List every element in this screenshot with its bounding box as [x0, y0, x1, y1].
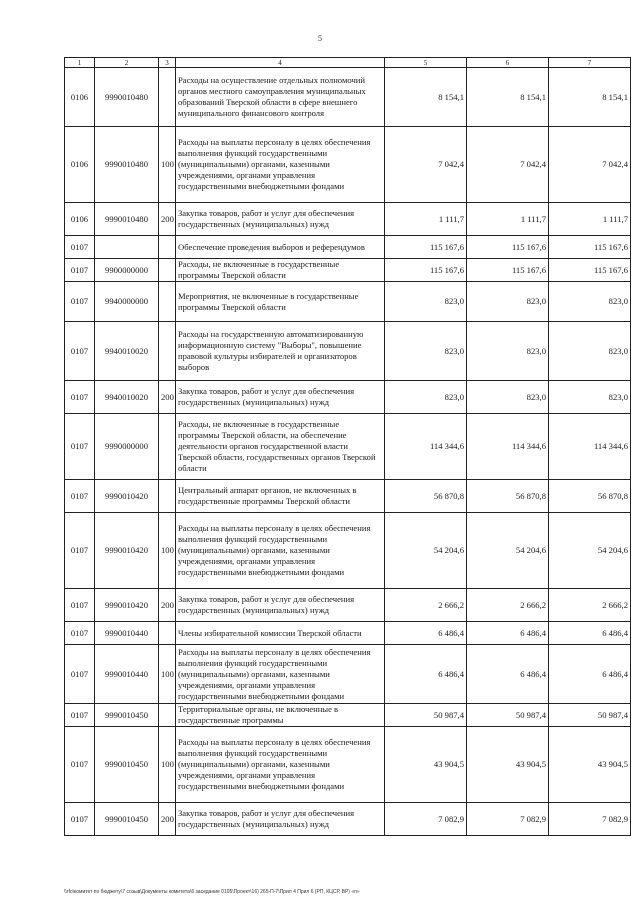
file-path-footer: \\rfo\комитет по бюджету\7 созыв\Документы комитета\6 заседание 0105\Проект\16) 265-П-7\Прил 4 Прил 6 (РП, КЦСР, ВР) «п» [64, 889, 360, 895]
item-name-cell: Расходы на выплаты персоналу в целях обеспечения выполнения функций государственными (муниципальными) органами, казенными учреждениями, органами управления государственными внебюджетными фондами [176, 645, 385, 704]
expense-kind-cell [159, 236, 176, 259]
amount-year-1-cell: 115 167,6 [385, 236, 467, 259]
table-row [65, 803, 631, 836]
amount-year-2-cell: 115 167,6 [467, 259, 549, 282]
target-article-cell: 9940010020 [95, 322, 159, 381]
amount-year-3-cell: 56 870,8 [549, 480, 631, 513]
amount-year-1-cell: 115 167,6 [385, 259, 467, 282]
section-code-cell: 0106 [65, 68, 95, 127]
amount-year-3-cell: 7 042,4 [549, 127, 631, 203]
amount-year-1-cell: 43 904,5 [385, 727, 467, 803]
table-row [65, 282, 631, 322]
expense-kind-cell [159, 322, 176, 381]
amount-year-3-cell: 823,0 [549, 381, 631, 414]
header-cell: 2 [95, 58, 159, 68]
amount-year-3-cell: 115 167,6 [549, 259, 631, 282]
target-article-cell: 9990010420 [95, 513, 159, 589]
table-row [65, 704, 631, 727]
amount-year-1-cell: 8 154,1 [385, 68, 467, 127]
table-row [65, 203, 631, 236]
item-name-cell: Члены избирательной комиссии Тверской области [176, 622, 385, 645]
amount-year-3-cell: 823,0 [549, 282, 631, 322]
expense-kind-cell: 200 [159, 589, 176, 622]
amount-year-1-cell: 56 870,8 [385, 480, 467, 513]
section-code-cell: 0107 [65, 282, 95, 322]
header-cell: 5 [385, 58, 467, 68]
amount-year-1-cell: 7 082,9 [385, 803, 467, 836]
amount-year-1-cell: 7 042,4 [385, 127, 467, 203]
item-name-cell: Расходы на выплаты персоналу в целях обеспечения выполнения функций государственными (муниципальными) органами, казенными учреждениями, органами управления государственными внебюджетными фондами [176, 727, 385, 803]
amount-year-2-cell: 6 486,4 [467, 645, 549, 704]
section-code-cell: 0107 [65, 645, 95, 704]
expense-kind-cell: 200 [159, 381, 176, 414]
table-row [65, 381, 631, 414]
target-article-cell: 9990010480 [95, 203, 159, 236]
target-article-cell [95, 236, 159, 259]
table-row [65, 622, 631, 645]
page-number: 5 [318, 34, 322, 43]
table-header-row [65, 58, 631, 68]
section-code-cell: 0107 [65, 803, 95, 836]
header-cell: 4 [176, 58, 385, 68]
target-article-cell: 9990010450 [95, 803, 159, 836]
expense-kind-cell [159, 282, 176, 322]
amount-year-1-cell: 823,0 [385, 381, 467, 414]
amount-year-2-cell: 823,0 [467, 322, 549, 381]
table-row [65, 259, 631, 282]
expense-kind-cell: 100 [159, 513, 176, 589]
item-name-cell: Расходы, не включенные в государственные программы Тверской области, на обеспечение деятельности органов государственной власти Тверской области, государственных органов Тверской области [176, 414, 385, 480]
amount-year-2-cell: 1 111,7 [467, 203, 549, 236]
section-code-cell: 0107 [65, 622, 95, 645]
amount-year-3-cell: 7 082,9 [549, 803, 631, 836]
expense-kind-cell: 100 [159, 645, 176, 704]
item-name-cell: Мероприятия, не включенные в государственные программы Тверской области [176, 282, 385, 322]
item-name-cell: Закупка товаров, работ и услуг для обеспечения государственных (муниципальных) нужд [176, 203, 385, 236]
amount-year-3-cell: 1 111,7 [549, 203, 631, 236]
target-article-cell: 9900000000 [95, 259, 159, 282]
amount-year-1-cell: 6 486,4 [385, 622, 467, 645]
section-code-cell: 0107 [65, 414, 95, 480]
table-row [65, 645, 631, 704]
item-name-cell: Закупка товаров, работ и услуг для обеспечения государственных (муниципальных) нужд [176, 381, 385, 414]
item-name-cell: Расходы на выплаты персоналу в целях обеспечения выполнения функций государственными (муниципальными) органами, казенными учреждениями, органами управления государственными внебюджетными фондами [176, 513, 385, 589]
amount-year-2-cell: 8 154,1 [467, 68, 549, 127]
section-code-cell: 0106 [65, 203, 95, 236]
budget-table [64, 57, 631, 836]
table-row [65, 727, 631, 803]
table-row [65, 322, 631, 381]
expense-kind-cell [159, 68, 176, 127]
section-code-cell: 0107 [65, 513, 95, 589]
target-article-cell: 9940010020 [95, 381, 159, 414]
target-article-cell: 9940000000 [95, 282, 159, 322]
amount-year-2-cell: 43 904,5 [467, 727, 549, 803]
expense-kind-cell: 100 [159, 727, 176, 803]
amount-year-2-cell: 114 344,6 [467, 414, 549, 480]
expense-kind-cell: 200 [159, 203, 176, 236]
item-name-cell: Расходы на выплаты персоналу в целях обеспечения выполнения функций государственными (муниципальными) органами, казенными учреждениями, органами управления государственными внебюджетными фондами [176, 127, 385, 203]
expense-kind-cell: 100 [159, 127, 176, 203]
section-code-cell: 0107 [65, 704, 95, 727]
amount-year-3-cell: 8 154,1 [549, 68, 631, 127]
section-code-cell: 0107 [65, 480, 95, 513]
amount-year-1-cell: 1 111,7 [385, 203, 467, 236]
target-article-cell: 9990010480 [95, 127, 159, 203]
amount-year-2-cell: 6 486,4 [467, 622, 549, 645]
target-article-cell: 9990010420 [95, 589, 159, 622]
header-cell: 6 [467, 58, 549, 68]
amount-year-3-cell: 6 486,4 [549, 622, 631, 645]
table-row [65, 68, 631, 127]
amount-year-1-cell: 823,0 [385, 282, 467, 322]
table-row [65, 127, 631, 203]
table-row [65, 236, 631, 259]
target-article-cell: 9990010480 [95, 68, 159, 127]
amount-year-3-cell: 115 167,6 [549, 236, 631, 259]
target-article-cell: 9990010450 [95, 704, 159, 727]
amount-year-1-cell: 54 204,6 [385, 513, 467, 589]
section-code-cell: 0107 [65, 727, 95, 803]
amount-year-2-cell: 823,0 [467, 282, 549, 322]
section-code-cell: 0107 [65, 589, 95, 622]
table-row [65, 414, 631, 480]
amount-year-3-cell: 2 666,2 [549, 589, 631, 622]
target-article-cell: 9990010440 [95, 622, 159, 645]
expense-kind-cell: 200 [159, 803, 176, 836]
expense-kind-cell [159, 414, 176, 480]
item-name-cell: Территориальные органы, не включенные в государственные программы [176, 704, 385, 727]
item-name-cell: Закупка товаров, работ и услуг для обеспечения государственных (муниципальных) нужд [176, 803, 385, 836]
section-code-cell: 0107 [65, 236, 95, 259]
amount-year-2-cell: 56 870,8 [467, 480, 549, 513]
target-article-cell: 9990010420 [95, 480, 159, 513]
expense-kind-cell [159, 259, 176, 282]
amount-year-3-cell: 114 344,6 [549, 414, 631, 480]
table-row [65, 513, 631, 589]
target-article-cell: 9990010450 [95, 727, 159, 803]
target-article-cell: 9990010440 [95, 645, 159, 704]
expense-kind-cell [159, 480, 176, 513]
header-cell: 3 [159, 58, 176, 68]
amount-year-2-cell: 7 042,4 [467, 127, 549, 203]
item-name-cell: Расходы на осуществление отдельных полномочий органов местного самоуправления муниципальных образований Тверской области в сфере внешнего муниципального финансового контроля [176, 68, 385, 127]
amount-year-3-cell: 54 204,6 [549, 513, 631, 589]
table-row [65, 480, 631, 513]
header-cell: 1 [65, 58, 95, 68]
item-name-cell: Закупка товаров, работ и услуг для обеспечения государственных (муниципальных) нужд [176, 589, 385, 622]
header-cell: 7 [549, 58, 631, 68]
amount-year-1-cell: 823,0 [385, 322, 467, 381]
section-code-cell: 0107 [65, 322, 95, 381]
table-row [65, 589, 631, 622]
amount-year-2-cell: 823,0 [467, 381, 549, 414]
amount-year-2-cell: 115 167,6 [467, 236, 549, 259]
amount-year-2-cell: 50 987,4 [467, 704, 549, 727]
amount-year-1-cell: 6 486,4 [385, 645, 467, 704]
amount-year-3-cell: 6 486,4 [549, 645, 631, 704]
amount-year-1-cell: 2 666,2 [385, 589, 467, 622]
item-name-cell: Расходы на государственную автоматизированную информационную систему "Выборы", повышение правовой культуры избирателей и организаторов выборов [176, 322, 385, 381]
amount-year-3-cell: 823,0 [549, 322, 631, 381]
amount-year-1-cell: 50 987,4 [385, 704, 467, 727]
section-code-cell: 0106 [65, 127, 95, 203]
amount-year-1-cell: 114 344,6 [385, 414, 467, 480]
amount-year-3-cell: 43 904,5 [549, 727, 631, 803]
section-code-cell: 0107 [65, 259, 95, 282]
amount-year-2-cell: 2 666,2 [467, 589, 549, 622]
item-name-cell: Обеспечение проведения выборов и референдумов [176, 236, 385, 259]
amount-year-2-cell: 54 204,6 [467, 513, 549, 589]
amount-year-3-cell: 50 987,4 [549, 704, 631, 727]
item-name-cell: Расходы, не включенные в государственные программы Тверской области [176, 259, 385, 282]
amount-year-2-cell: 7 082,9 [467, 803, 549, 836]
item-name-cell: Центральный аппарат органов, не включенных в государственные программы Тверской области [176, 480, 385, 513]
target-article-cell: 9990000000 [95, 414, 159, 480]
expense-kind-cell [159, 704, 176, 727]
expense-kind-cell [159, 622, 176, 645]
section-code-cell: 0107 [65, 381, 95, 414]
